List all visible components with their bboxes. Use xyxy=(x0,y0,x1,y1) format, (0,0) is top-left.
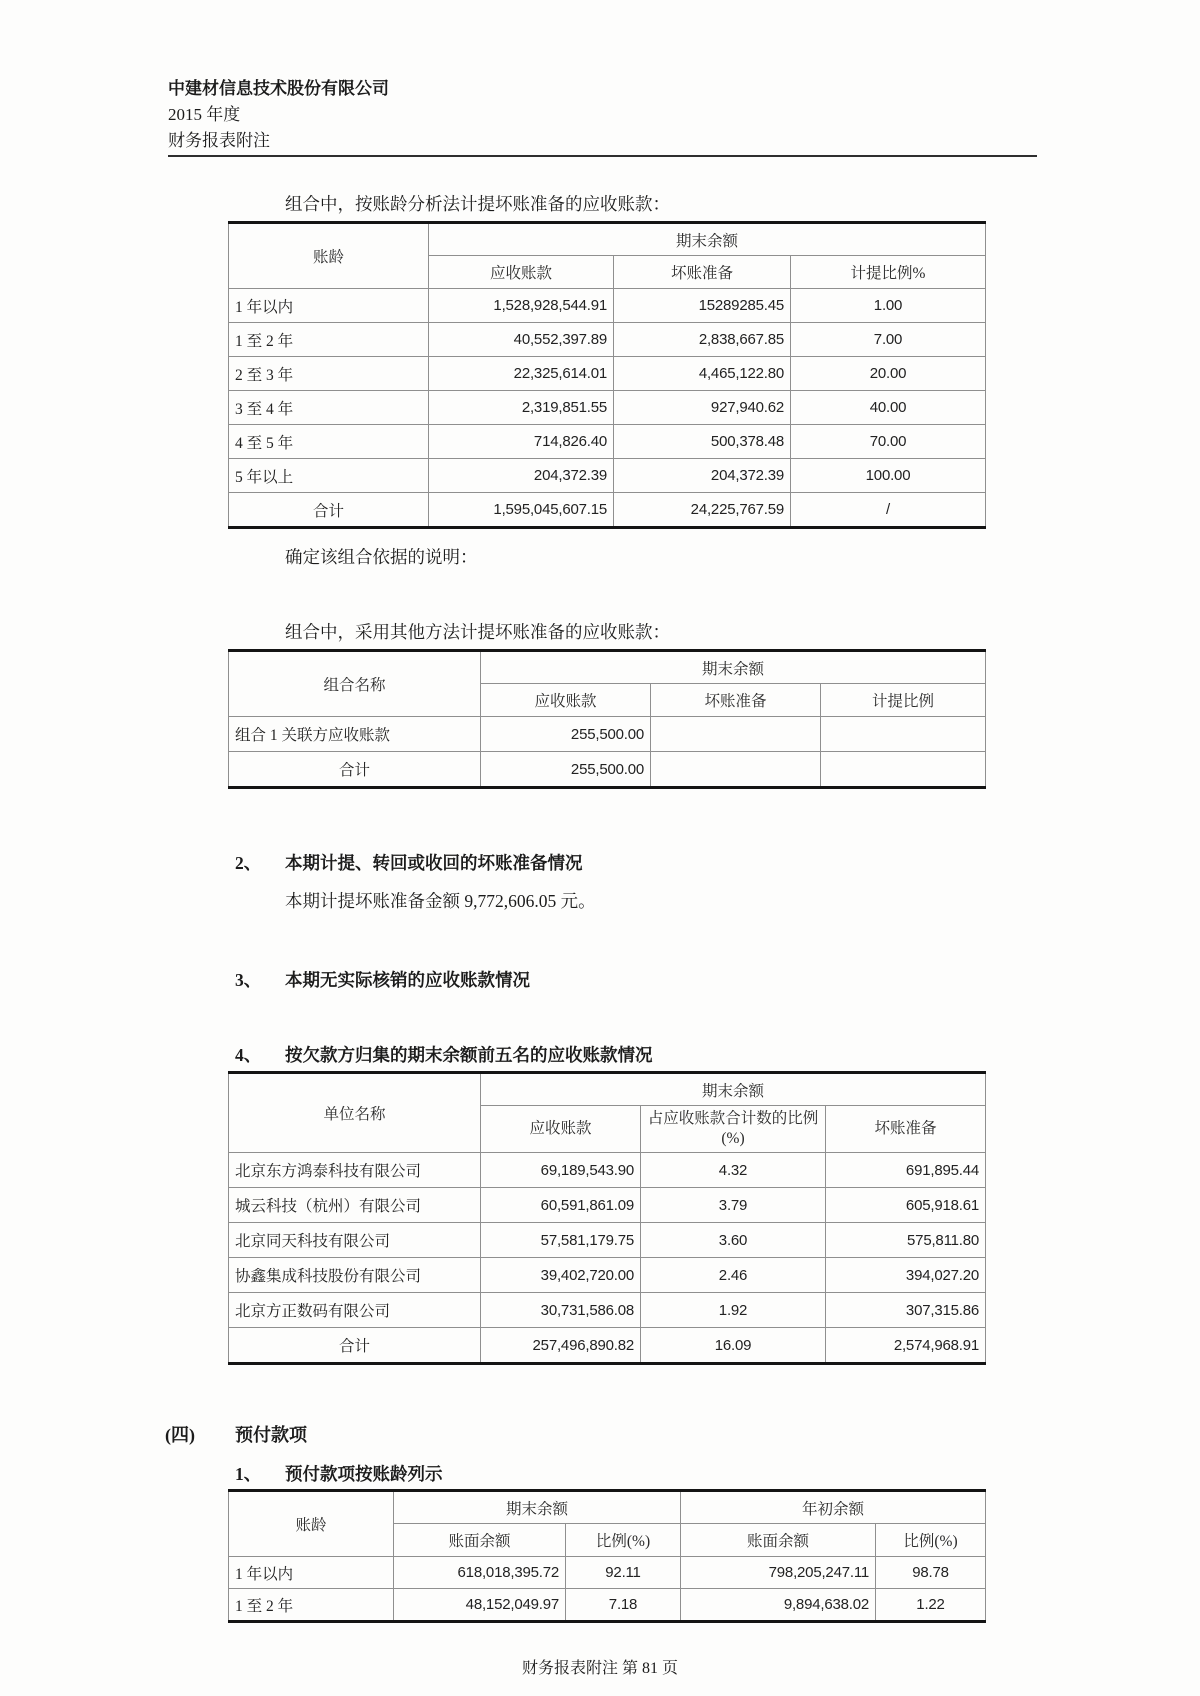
aging-label: 4 至 5 年 xyxy=(229,425,429,459)
col-header-bad-debt: 坏账准备 xyxy=(651,684,821,717)
unit-name: 协鑫集成科技股份有限公司 xyxy=(229,1258,481,1293)
pct-total: 16.09 xyxy=(641,1328,826,1364)
pct-value: 2.46 xyxy=(641,1258,826,1293)
end-book-value: 48,152,049.97 xyxy=(394,1589,566,1622)
ar-value: 204,372.39 xyxy=(429,459,614,493)
prepay-heading xyxy=(235,1462,1200,1486)
ar-value: 39,402,720.00 xyxy=(481,1258,641,1293)
begin-book-value: 9,894,638.02 xyxy=(681,1589,876,1622)
ratio-value: 20.00 xyxy=(791,357,986,391)
table-row xyxy=(229,1589,986,1622)
ar-value: 40,552,397.89 xyxy=(429,323,614,357)
ar-value: 60,591,861.09 xyxy=(481,1188,641,1223)
section-3-number: 3、 xyxy=(235,970,262,990)
unit-name: 北京方正数码有限公司 xyxy=(229,1293,481,1328)
ratio-value: 7.00 xyxy=(791,323,986,357)
ar-value: 255,500.00 xyxy=(481,717,651,752)
unit-name: 城云科技（杭州）有限公司 xyxy=(229,1188,481,1223)
aging-label: 3 至 4 年 xyxy=(229,391,429,425)
table-row xyxy=(229,1557,986,1589)
empty-cell xyxy=(821,717,986,752)
group-name: 组合 1 关联方应收账款 xyxy=(229,717,481,752)
bad-debt-value: 691,895.44 xyxy=(826,1153,986,1188)
ar-value: 57,581,179.75 xyxy=(481,1223,641,1258)
end-pct-value: 92.11 xyxy=(566,1557,681,1589)
table-row xyxy=(229,289,986,323)
empty-cell xyxy=(821,752,986,788)
table-row xyxy=(229,1223,986,1258)
ratio-value: 40.00 xyxy=(791,391,986,425)
total-label: 合计 xyxy=(229,493,429,528)
ar-value: 69,189,543.90 xyxy=(481,1153,641,1188)
table-row xyxy=(229,1153,986,1188)
ratio-total: / xyxy=(791,493,986,528)
col-header-aging: 账龄 xyxy=(229,1491,394,1557)
section-si-number: (四) xyxy=(165,1425,195,1445)
col-header-bad-debt: 坏账准备 xyxy=(614,256,791,289)
prepayments-aging-table xyxy=(228,1489,986,1623)
section-si-title: 预付款项 xyxy=(235,1425,307,1445)
begin-book-value: 798,205,247.11 xyxy=(681,1557,876,1589)
empty-cell xyxy=(651,717,821,752)
total-row xyxy=(229,1328,986,1364)
aging-label: 5 年以上 xyxy=(229,459,429,493)
col-header-ar: 应收账款 xyxy=(429,256,614,289)
col-header-group-name: 组合名称 xyxy=(229,651,481,717)
aging-label: 1 年以内 xyxy=(229,1557,394,1589)
col-header-year-begin: 年初余额 xyxy=(681,1491,986,1524)
total-row xyxy=(229,752,986,788)
col-header-bad-debt: 坏账准备 xyxy=(826,1106,986,1153)
col-header-ratio: 计提比例 xyxy=(821,684,986,717)
col-header-book-balance-end: 账面余额 xyxy=(394,1524,566,1557)
other-table-title: 组合中，采用其他方法计提坏账准备的应收账款： xyxy=(285,622,670,642)
section-4-number: 4、 xyxy=(235,1045,262,1065)
col-header-aging: 账龄 xyxy=(229,223,429,289)
col-header-ar: 应收账款 xyxy=(481,1106,641,1153)
total-label: 合计 xyxy=(229,1328,481,1364)
bad-debt-value: 204,372.39 xyxy=(614,459,791,493)
begin-pct-value: 98.78 xyxy=(876,1557,986,1589)
bad-debt-total: 2,574,968.91 xyxy=(826,1328,986,1364)
table-row xyxy=(229,357,986,391)
section-4-title: 按欠款方归集的期末余额前五名的应收账款情况 xyxy=(285,1045,653,1065)
section-2-body: 本期计提坏账准备金额 9,772,606.05 元。 xyxy=(285,891,596,911)
prepay-title: 预付款项按账龄列示 xyxy=(285,1464,443,1484)
ar-value: 714,826.40 xyxy=(429,425,614,459)
col-header-book-balance-begin: 账面余额 xyxy=(681,1524,876,1557)
table-row xyxy=(229,1293,986,1328)
aging-analysis-table xyxy=(228,221,986,529)
unit-name: 北京同天科技有限公司 xyxy=(229,1223,481,1258)
section-2-number: 2、 xyxy=(235,853,262,873)
begin-pct-value: 1.22 xyxy=(876,1589,986,1622)
col-header-ar: 应收账款 xyxy=(481,684,651,717)
pct-value: 4.32 xyxy=(641,1153,826,1188)
section-3-heading xyxy=(235,968,1200,992)
empty-cell xyxy=(651,752,821,788)
table-row xyxy=(229,1258,986,1293)
aging-label: 1 至 2 年 xyxy=(229,323,429,357)
bad-debt-value: 394,027.20 xyxy=(826,1258,986,1293)
bad-debt-value: 4,465,122.80 xyxy=(614,357,791,391)
col-header-pct: 占应收账款合计数的比例(%) xyxy=(641,1106,826,1153)
section-2-heading xyxy=(235,851,1200,875)
company-name: 中建材信息技术股份有限公司 xyxy=(168,79,389,98)
total-label: 合计 xyxy=(229,752,481,788)
bad-debt-value: 307,315.86 xyxy=(826,1293,986,1328)
bad-debt-value: 605,918.61 xyxy=(826,1188,986,1223)
col-header-pct-end: 比例(%) xyxy=(566,1524,681,1557)
col-header-pct-begin: 比例(%) xyxy=(876,1524,986,1557)
table-row xyxy=(229,323,986,357)
doc-title: 财务报表附注 xyxy=(168,131,270,150)
ar-total: 255,500.00 xyxy=(481,752,651,788)
col-header-unit-name: 单位名称 xyxy=(229,1073,481,1153)
bad-debt-value: 575,811.80 xyxy=(826,1223,986,1258)
ar-total: 1,595,045,607.15 xyxy=(429,493,614,528)
bad-debt-value: 927,940.62 xyxy=(614,391,791,425)
total-row xyxy=(229,493,986,528)
top5-receivables-table xyxy=(228,1071,986,1365)
bad-debt-value: 500,378.48 xyxy=(614,425,791,459)
table-row xyxy=(229,391,986,425)
col-header-period-end: 期末余额 xyxy=(481,651,986,684)
bad-debt-value: 15289285.45 xyxy=(614,289,791,323)
pct-value: 3.79 xyxy=(641,1188,826,1223)
prepay-number: 1、 xyxy=(235,1464,262,1484)
section-2-title: 本期计提、转回或收回的坏账准备情况 xyxy=(285,853,583,873)
section-3-title: 本期无实际核销的应收账款情况 xyxy=(285,970,530,990)
report-year: 2015 年度 xyxy=(168,105,241,124)
end-book-value: 618,018,395.72 xyxy=(394,1557,566,1589)
table-row xyxy=(229,717,986,752)
unit-name: 北京东方鸿泰科技有限公司 xyxy=(229,1153,481,1188)
end-pct-value: 7.18 xyxy=(566,1589,681,1622)
ar-value: 22,325,614.01 xyxy=(429,357,614,391)
aging-label: 2 至 3 年 xyxy=(229,357,429,391)
table-row xyxy=(229,425,986,459)
bad-debt-total: 24,225,767.59 xyxy=(614,493,791,528)
aging-table-title: 组合中，按账龄分析法计提坏账准备的应收账款： xyxy=(285,194,670,214)
ratio-value: 1.00 xyxy=(791,289,986,323)
aging-label: 1 年以内 xyxy=(229,289,429,323)
ar-total: 257,496,890.82 xyxy=(481,1328,641,1364)
ar-value: 30,731,586.08 xyxy=(481,1293,641,1328)
ar-value: 1,528,928,544.91 xyxy=(429,289,614,323)
col-header-period-end: 期末余额 xyxy=(394,1491,681,1524)
page-footer: 财务报表附注 第 81 页 xyxy=(521,1660,678,1677)
pct-value: 3.60 xyxy=(641,1223,826,1258)
table-row xyxy=(229,459,986,493)
ratio-value: 70.00 xyxy=(791,425,986,459)
report-header xyxy=(168,0,1037,157)
other-method-table xyxy=(228,649,986,789)
section-4-heading xyxy=(235,1043,1200,1067)
ar-value: 2,319,851.55 xyxy=(429,391,614,425)
basis-note: 确定该组合依据的说明： xyxy=(285,547,478,567)
ratio-value: 100.00 xyxy=(791,459,986,493)
table-row xyxy=(229,1188,986,1223)
pct-value: 1.92 xyxy=(641,1293,826,1328)
col-header-period-end: 期末余额 xyxy=(481,1073,986,1106)
section-si-heading xyxy=(165,1423,1200,1447)
col-header-period-end: 期末余额 xyxy=(429,223,986,256)
aging-label: 1 至 2 年 xyxy=(229,1589,394,1622)
col-header-ratio: 计提比例% xyxy=(791,256,986,289)
bad-debt-value: 2,838,667.85 xyxy=(614,323,791,357)
